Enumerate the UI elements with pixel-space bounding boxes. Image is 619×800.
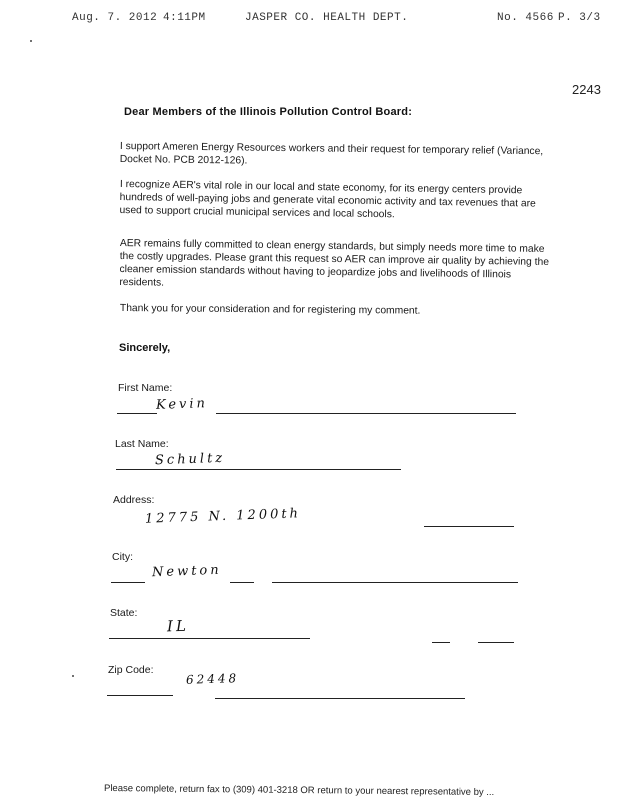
first-name-value[interactable]: Kevin bbox=[155, 396, 209, 413]
address-label: Address: bbox=[113, 494, 155, 506]
state-line bbox=[432, 642, 450, 643]
city-line bbox=[272, 582, 518, 583]
paragraph-commitment: AER remains fully committed to clean energy standards, but simply needs more time to make the costly upgrades. Please grant this request so AER can improve air quality by achieving the cleaner emission standards without having to jeopardize jobs and livelihoods of Illinois residents. bbox=[119, 237, 550, 289]
zip-line bbox=[215, 698, 465, 699]
first-name-line bbox=[216, 413, 516, 414]
closing: Sincerely, bbox=[119, 342, 171, 354]
paragraph-support: I support Ameren Energy Resources workers and their request for temporary relief (Variance, Docket No. PCB 2012-126). bbox=[119, 140, 544, 167]
fax-number: No. 4566 bbox=[497, 12, 554, 24]
city-value[interactable]: Newton bbox=[151, 562, 222, 581]
fax-header bbox=[0, 12, 619, 28]
first-name-label: First Name: bbox=[118, 382, 173, 394]
fax-time: 4:11PM bbox=[163, 12, 206, 24]
fax-sender: JASPER CO. HEALTH DEPT. bbox=[245, 12, 409, 24]
last-name-line bbox=[116, 469, 401, 470]
last-name-label: Last Name: bbox=[115, 438, 169, 450]
address-line bbox=[424, 526, 514, 527]
paragraph-vital-role: I recognize AER's vital role in our local and state economy, for its energy centers provide hundreds of well-paying jobs and generate vital economic activity and tax revenues that are used to support crucial municipal services and local schools. bbox=[119, 178, 536, 221]
page-number: 2243 bbox=[572, 82, 601, 97]
paragraph-thanks: Thank you for your consideration and for registering my comment. bbox=[119, 302, 421, 317]
city-line bbox=[111, 582, 145, 583]
footer-instructions: Please complete, return fax to (309) 401-3218 OR return to your nearest representative by ... bbox=[103, 782, 495, 799]
scan-speck bbox=[30, 40, 32, 42]
salutation: Dear Members of the Illinois Pollution Control Board: bbox=[124, 106, 413, 118]
scan-speck bbox=[72, 675, 74, 677]
state-value[interactable]: IL bbox=[166, 616, 190, 636]
last-name-value[interactable]: Schultz bbox=[154, 450, 226, 469]
fax-page: P. 3/3 bbox=[558, 12, 601, 24]
fax-date: Aug. 7. 2012 bbox=[72, 12, 158, 24]
city-line bbox=[230, 582, 254, 583]
zip-line bbox=[107, 695, 173, 696]
zip-value[interactable]: 62448 bbox=[185, 671, 240, 687]
state-line bbox=[478, 642, 514, 643]
state-line bbox=[109, 638, 310, 639]
zip-label: Zip Code: bbox=[108, 664, 154, 676]
first-name-line bbox=[117, 413, 157, 414]
state-label: State: bbox=[110, 607, 138, 619]
address-value[interactable]: 12775 N. 1200th bbox=[144, 506, 302, 527]
city-label: City: bbox=[112, 551, 133, 563]
